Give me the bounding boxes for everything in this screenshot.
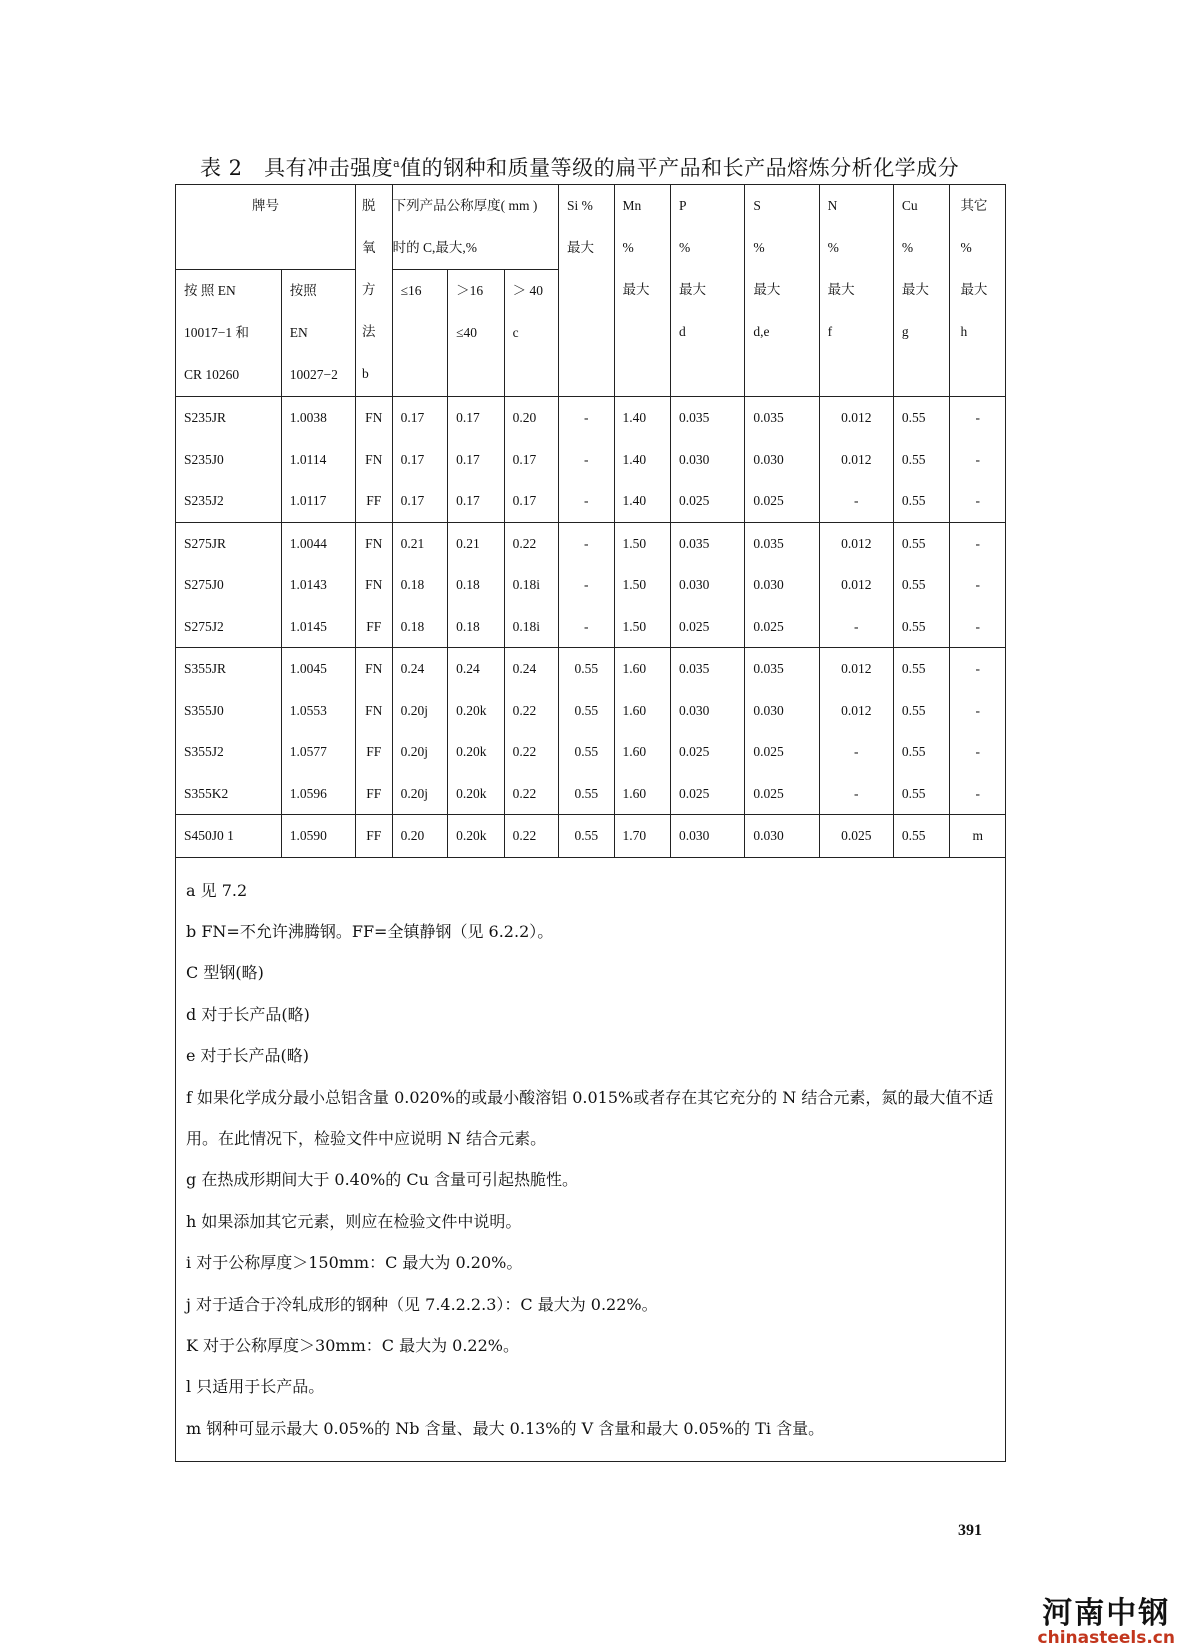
thickness-header-line: 时的 C,最大,% xyxy=(392,240,477,255)
deox-method-value: FF xyxy=(366,618,382,634)
composition-table xyxy=(175,184,1006,1462)
other-header-line: 最大 xyxy=(960,282,988,297)
n-max-value: - xyxy=(854,744,859,759)
grade-en10017-value: S355J2 xyxy=(184,744,224,759)
thickness-le16-header xyxy=(392,270,447,397)
grade-en10027-cell xyxy=(281,397,355,523)
n-max-cell xyxy=(819,397,893,523)
si-max-value: - xyxy=(584,577,589,592)
n-max-cell xyxy=(819,522,893,648)
si-header xyxy=(559,185,614,397)
en10027-header xyxy=(281,270,355,397)
p-header-line: % xyxy=(679,240,691,255)
deox-line: 脱 xyxy=(362,198,376,213)
grade-en10027-value: 1.0044 xyxy=(289,535,327,551)
en10027-header-line: 10027−2 xyxy=(289,367,338,382)
cu-header xyxy=(893,185,950,397)
deox-method-value: FN xyxy=(365,661,383,676)
s-max-value: 0.025 xyxy=(753,618,784,634)
cu-header-line: 最大 xyxy=(901,282,929,297)
footnote: b FN=不允许沸腾钢。FF=全镇静钢（见 6.2.2）。 xyxy=(186,921,554,941)
mn-header-line: Mn xyxy=(622,198,642,213)
n-max-cell xyxy=(819,648,893,815)
si-max-cell xyxy=(559,648,614,815)
s-header xyxy=(745,185,819,397)
p-max-value: 0.035 xyxy=(679,535,710,551)
table-title-text: 具有冲击强度 xyxy=(264,156,394,180)
p-max-value: 0.025 xyxy=(679,618,710,634)
s-max-value: 0.025 xyxy=(753,744,784,759)
other-max-cell xyxy=(950,648,1006,815)
cu-max-cell xyxy=(893,522,950,648)
en10017-header-line: 10017−1 和 xyxy=(184,325,249,340)
si-max-value: - xyxy=(584,493,589,508)
footnote: i 对于公称厚度＞150mm：C 最大为 0.20%。 xyxy=(186,1253,523,1273)
cu-max-value: 0.55 xyxy=(901,785,926,801)
other-header-line: 其它 xyxy=(960,198,988,213)
s-header-line: d,e xyxy=(753,324,770,339)
n-max-value: - xyxy=(854,493,859,508)
si-max-cell xyxy=(559,815,614,858)
n-max-cell xyxy=(819,815,893,858)
p-header-line: P xyxy=(679,198,687,213)
watermark-url: chinasteels.cn xyxy=(1037,1628,1175,1648)
footnote: h 如果添加其它元素，则应在检验文件中说明。 xyxy=(186,1211,522,1231)
mn-max-value: 1.60 xyxy=(622,785,647,801)
grade-en10017-value: S355J0 xyxy=(184,702,224,718)
en10017-header xyxy=(176,270,282,397)
other-max-value: - xyxy=(975,744,980,759)
s-max-value: 0.035 xyxy=(753,661,784,676)
c-le16-value: 0.17 xyxy=(400,410,425,425)
grade-en10027-cell xyxy=(281,522,355,648)
n-header-line: f xyxy=(827,324,833,339)
footnote: j 对于适合于冷轧成形的钢种（见 7.4.2.2.3）：C 最大为 0.22%。 xyxy=(186,1294,658,1314)
en10027-header-line: EN xyxy=(289,325,308,340)
cu-header-line: Cu xyxy=(901,198,918,213)
footnote: d 对于长产品(略) xyxy=(186,1004,310,1024)
p-max-value: 0.030 xyxy=(679,702,710,718)
c-le16-value: 0.20j xyxy=(400,702,429,718)
c-le16-value: 0.20j xyxy=(400,785,429,801)
en10017-header-line: CR 10260 xyxy=(184,367,240,382)
mn-max-value: 1.60 xyxy=(622,702,647,718)
other-max-value: - xyxy=(975,661,980,676)
s-max-value: 0.035 xyxy=(753,410,784,425)
grade-en10017-cell xyxy=(176,648,282,815)
s-max-value: 0.030 xyxy=(753,577,784,592)
c-16-40-value: 0.17 xyxy=(456,410,480,425)
si-max-value: 0.55 xyxy=(574,828,599,843)
footnote: C 型钢(略) xyxy=(186,963,264,983)
deox-method-cell xyxy=(356,648,393,815)
p-header-line: 最大 xyxy=(679,282,707,297)
p-max-value: 0.025 xyxy=(679,785,710,801)
deox-method-cell xyxy=(356,815,393,858)
thickness-16-40-line: ≤40 xyxy=(456,325,478,340)
s-header-line: 最大 xyxy=(753,282,781,297)
c-16-40-cell xyxy=(448,815,505,858)
watermark xyxy=(1038,1588,1175,1648)
grade-en10027-value: 1.0045 xyxy=(289,661,327,676)
other-max-value: - xyxy=(975,702,980,718)
p-header xyxy=(671,185,745,397)
s-max-cell xyxy=(745,648,819,815)
deox-method-cell xyxy=(356,522,393,648)
other-max-value: - xyxy=(975,410,980,425)
deox-method-value: FF xyxy=(366,785,382,801)
grade-en10017-value: S275J0 xyxy=(184,577,224,592)
cu-max-cell xyxy=(893,815,950,858)
other-max-value: m xyxy=(972,828,983,843)
c-16-40-cell xyxy=(448,397,505,523)
deox-method-value: FF xyxy=(366,493,382,508)
mn-max-value: 1.50 xyxy=(622,577,647,592)
cu-max-value: 0.55 xyxy=(901,661,926,676)
mn-max-cell xyxy=(614,815,671,858)
c-le16-value: 0.18 xyxy=(400,618,425,634)
grade-header xyxy=(176,185,356,270)
other-max-value: - xyxy=(975,451,980,467)
grade-en10027-value: 1.0114 xyxy=(289,451,327,467)
grade-en10027-value: 1.0577 xyxy=(289,744,327,759)
c-le16-value: 0.20j xyxy=(400,744,429,759)
deox-method-value: FN xyxy=(365,410,383,425)
grade-en10017-value: S235J2 xyxy=(184,493,224,508)
grade-en10027-value: 1.0038 xyxy=(289,410,327,425)
n-max-value: 0.012 xyxy=(841,451,872,467)
cu-header-line: g xyxy=(901,324,909,339)
c-le16-cell xyxy=(392,522,447,648)
si-max-value: - xyxy=(584,451,589,467)
n-header-line: N xyxy=(827,198,838,213)
grade-en10027-value: 1.0145 xyxy=(289,618,327,634)
thickness-le16-label: ≤16 xyxy=(400,283,422,298)
deox-method-value: FN xyxy=(365,702,383,718)
thickness-16-40-header xyxy=(448,270,505,397)
si-max-cell xyxy=(559,397,614,523)
p-header-line: d xyxy=(679,324,686,339)
cu-max-value: 0.55 xyxy=(901,451,926,467)
n-max-value: 0.012 xyxy=(841,410,872,425)
c-gt40-value: 0.18i xyxy=(512,618,540,634)
c-le16-value: 0.21 xyxy=(400,535,425,551)
si-max-value: 0.55 xyxy=(574,661,599,676)
grade-en10027-value: 1.0143 xyxy=(289,577,327,592)
cu-max-cell xyxy=(893,397,950,523)
mn-max-value: 1.60 xyxy=(622,661,647,676)
s-max-value: 0.035 xyxy=(753,535,784,551)
mn-max-cell xyxy=(614,397,671,523)
thickness-gt40-line: ＞ 40 xyxy=(512,283,543,298)
grade-en10017-value: S355JR xyxy=(184,661,227,676)
p-max-cell xyxy=(671,648,745,815)
s-max-value: 0.030 xyxy=(753,828,784,843)
en10027-header-line: 按照 xyxy=(289,283,317,298)
c-gt40-cell xyxy=(504,648,558,815)
c-16-40-value: 0.18 xyxy=(456,577,480,592)
p-max-cell xyxy=(671,397,745,523)
c-gt40-value: 0.17 xyxy=(512,451,537,467)
watermark-logo: 河南中钢 xyxy=(1042,1596,1171,1631)
steel-group-s235 xyxy=(176,397,1006,523)
si-max-value: - xyxy=(584,535,589,551)
mn-max-cell xyxy=(614,522,671,648)
si-max-value: 0.55 xyxy=(574,744,599,759)
footnote: m 钢种可显示最大 0.05%的 Nb 含量、最大 0.13%的 V 含量和最大 0.05%的 Ti 含量。 xyxy=(186,1418,825,1438)
cu-max-cell xyxy=(893,648,950,815)
grade-en10017-cell xyxy=(176,522,282,648)
mn-header-line: 最大 xyxy=(622,282,650,297)
grade-en10027-cell xyxy=(281,815,355,858)
c-gt40-value: 0.24 xyxy=(512,661,537,676)
footnote: K 对于公称厚度＞30mm：C 最大为 0.22%。 xyxy=(186,1335,519,1355)
p-max-value: 0.025 xyxy=(679,493,710,508)
c-gt40-cell xyxy=(504,815,558,858)
other-max-value: - xyxy=(975,493,980,508)
grade-en10027-value: 1.0553 xyxy=(289,702,327,718)
p-max-value: 0.030 xyxy=(679,828,710,843)
thickness-gt40-header xyxy=(504,270,558,397)
c-16-40-value: 0.20k xyxy=(456,828,487,843)
c-16-40-value: 0.17 xyxy=(456,451,480,467)
thickness-16-40-line: ＞16 xyxy=(456,283,484,298)
steel-group-s450 xyxy=(176,815,1006,858)
other-header-line: % xyxy=(960,240,972,255)
c-le16-cell xyxy=(392,648,447,815)
notes-row xyxy=(176,857,1006,1462)
s-header-line: S xyxy=(753,198,761,213)
grade-en10027-value: 1.0590 xyxy=(289,828,327,843)
s-max-value: 0.030 xyxy=(753,702,784,718)
n-max-value: 0.012 xyxy=(841,661,872,676)
mn-max-value: 1.50 xyxy=(622,535,647,551)
n-max-value: 0.012 xyxy=(841,702,872,718)
cu-max-value: 0.55 xyxy=(901,828,926,843)
cu-max-value: 0.55 xyxy=(901,535,926,551)
c-16-40-value: 0.20k xyxy=(456,702,487,718)
grade-en10027-value: 1.0596 xyxy=(289,785,327,801)
s-max-cell xyxy=(745,815,819,858)
s-max-value: 0.025 xyxy=(753,785,784,801)
footnote: g 在热成形期间大于 0.40%的 Cu 含量可引起热脆性。 xyxy=(186,1170,578,1190)
s-max-cell xyxy=(745,397,819,523)
deox-line: 氧 xyxy=(362,240,376,255)
c-gt40-value: 0.22 xyxy=(512,702,537,718)
c-16-40-cell xyxy=(448,648,505,815)
c-gt40-value: 0.22 xyxy=(512,535,537,551)
thickness-header-line: 下列产品公称厚度( mm ) xyxy=(392,198,538,213)
si-header-line: 最大 xyxy=(567,240,595,255)
c-gt40-value: 0.22 xyxy=(512,744,537,759)
c-gt40-cell xyxy=(504,397,558,523)
cu-max-value: 0.55 xyxy=(901,744,926,759)
c-gt40-value: 0.20 xyxy=(512,410,537,425)
c-gt40-value: 0.22 xyxy=(512,785,537,801)
s-max-value: 0.030 xyxy=(753,451,784,467)
footnotes xyxy=(176,857,1006,1462)
s-max-cell xyxy=(745,522,819,648)
grade-en10017-value: S275JR xyxy=(184,535,227,551)
other-header-line: h xyxy=(960,324,968,339)
grade-en10017-value: S450J0 1 xyxy=(184,828,234,843)
footnote: l 只适用于长产品。 xyxy=(186,1377,325,1397)
n-max-value: 0.012 xyxy=(841,577,872,592)
page-number: 391 xyxy=(958,1522,982,1539)
header-row-1 xyxy=(176,185,1006,270)
si-max-value: 0.55 xyxy=(574,785,599,801)
other-max-cell xyxy=(950,397,1006,523)
cu-header-line: % xyxy=(901,240,914,255)
si-header-line: Si % xyxy=(567,198,593,213)
grade-en10017-cell xyxy=(176,397,282,523)
mn-max-value: 1.40 xyxy=(622,451,647,467)
table-title-text-end: 值的钢种和质量等级的扁平产品和长产品熔炼分析化学成分 xyxy=(400,156,960,180)
p-max-value: 0.030 xyxy=(679,577,710,592)
c-le16-cell xyxy=(392,815,447,858)
c-16-40-value: 0.21 xyxy=(456,535,480,551)
mn-max-value: 1.70 xyxy=(622,828,647,843)
c-le16-value: 0.17 xyxy=(400,493,425,508)
deox-method-value: FN xyxy=(365,535,383,551)
deox-line: b xyxy=(362,366,369,381)
c-le16-value: 0.18 xyxy=(400,577,425,592)
p-max-value: 0.030 xyxy=(679,451,710,467)
mn-max-value: 1.40 xyxy=(622,410,647,425)
cu-max-value: 0.55 xyxy=(901,618,926,634)
grade-en10017-value: S275J2 xyxy=(184,618,224,634)
mn-max-cell xyxy=(614,648,671,815)
p-max-value: 0.035 xyxy=(679,410,710,425)
deox-method-value: FF xyxy=(366,744,382,759)
p-max-value: 0.025 xyxy=(679,744,710,759)
p-max-cell xyxy=(671,522,745,648)
cu-max-value: 0.55 xyxy=(901,410,926,425)
n-header-line: % xyxy=(827,240,839,255)
c-16-40-value: 0.24 xyxy=(456,661,480,676)
s-header-line: % xyxy=(753,240,765,255)
c-le16-cell xyxy=(392,397,447,523)
n-header xyxy=(819,185,893,397)
grade-en10027-value: 1.0117 xyxy=(289,493,327,508)
steel-group-s275 xyxy=(176,522,1006,648)
c-16-40-cell xyxy=(448,522,505,648)
c-gt40-value: 0.17 xyxy=(512,493,537,508)
en10017-header-line: 按 照 EN xyxy=(184,283,236,298)
thickness-header xyxy=(392,185,558,270)
cu-max-value: 0.55 xyxy=(901,493,926,508)
n-max-value: - xyxy=(854,785,859,801)
footnote: a 见 7.2 xyxy=(186,880,248,900)
grade-en10017-cell xyxy=(176,815,282,858)
other-header xyxy=(950,185,1006,397)
deox-method-value: FN xyxy=(365,577,383,592)
grade-en10017-value: S355K2 xyxy=(184,785,229,801)
c-16-40-value: 0.17 xyxy=(456,493,480,508)
p-max-cell xyxy=(671,815,745,858)
other-max-cell xyxy=(950,522,1006,648)
n-max-value: 0.025 xyxy=(841,828,872,843)
c-gt40-cell xyxy=(504,522,558,648)
deox-method-cell xyxy=(356,397,393,523)
grade-en10017-value: S235JR xyxy=(184,410,227,425)
other-max-value: - xyxy=(975,577,980,592)
thickness-gt40-line: c xyxy=(512,325,519,340)
mn-header-line: % xyxy=(622,240,634,255)
footnote: e 对于长产品(略) xyxy=(186,1046,310,1066)
other-max-value: - xyxy=(975,618,980,634)
c-16-40-value: 0.18 xyxy=(456,618,480,634)
deox-header xyxy=(356,185,393,397)
grade-en10017-value: S235J0 xyxy=(184,451,224,467)
mn-max-value: 1.60 xyxy=(622,744,647,759)
c-gt40-value: 0.18i xyxy=(512,577,540,592)
steel-group-s355 xyxy=(176,648,1006,815)
n-header-line: 最大 xyxy=(827,282,855,297)
p-max-value: 0.035 xyxy=(679,661,710,676)
deox-line: 法 xyxy=(362,324,376,339)
n-max-value: 0.012 xyxy=(841,535,872,551)
c-gt40-value: 0.22 xyxy=(512,828,537,843)
si-max-value: - xyxy=(584,410,589,425)
other-max-value: - xyxy=(975,785,980,801)
s-max-value: 0.025 xyxy=(753,493,784,508)
c-le16-value: 0.17 xyxy=(400,451,425,467)
c-16-40-value: 0.20k xyxy=(456,785,487,801)
footnote: f 如果化学成分最小总铝含量 0.020%的或最小酸溶铝 0.015%或者存在其它充分的 N 结合元素，氮的最大值不适用。在此情况下，检验文件中应说明 N 结合元素。 xyxy=(186,1087,994,1148)
mn-max-value: 1.40 xyxy=(622,493,647,508)
si-max-value: 0.55 xyxy=(574,702,599,718)
si-max-cell xyxy=(559,522,614,648)
c-le16-value: 0.20 xyxy=(400,828,425,843)
mn-max-value: 1.50 xyxy=(622,618,647,634)
c-le16-value: 0.24 xyxy=(400,661,425,676)
table-title-prefix: 表 2 xyxy=(200,156,243,180)
cu-max-value: 0.55 xyxy=(901,702,926,718)
cu-max-value: 0.55 xyxy=(901,577,926,592)
c-16-40-value: 0.20k xyxy=(456,744,487,759)
table-title xyxy=(200,152,1000,182)
grade-en10027-cell xyxy=(281,648,355,815)
mn-header xyxy=(614,185,671,397)
other-max-cell xyxy=(950,815,1006,858)
n-max-value: - xyxy=(854,618,859,634)
deox-method-value: FF xyxy=(366,828,382,843)
other-max-value: - xyxy=(975,535,980,551)
si-max-value: - xyxy=(584,618,589,634)
grade-header-label: 牌号 xyxy=(252,198,279,213)
deox-line: 方 xyxy=(362,282,376,297)
table-title-footnote-mark: a xyxy=(393,157,401,170)
deox-method-value: FN xyxy=(365,451,383,467)
